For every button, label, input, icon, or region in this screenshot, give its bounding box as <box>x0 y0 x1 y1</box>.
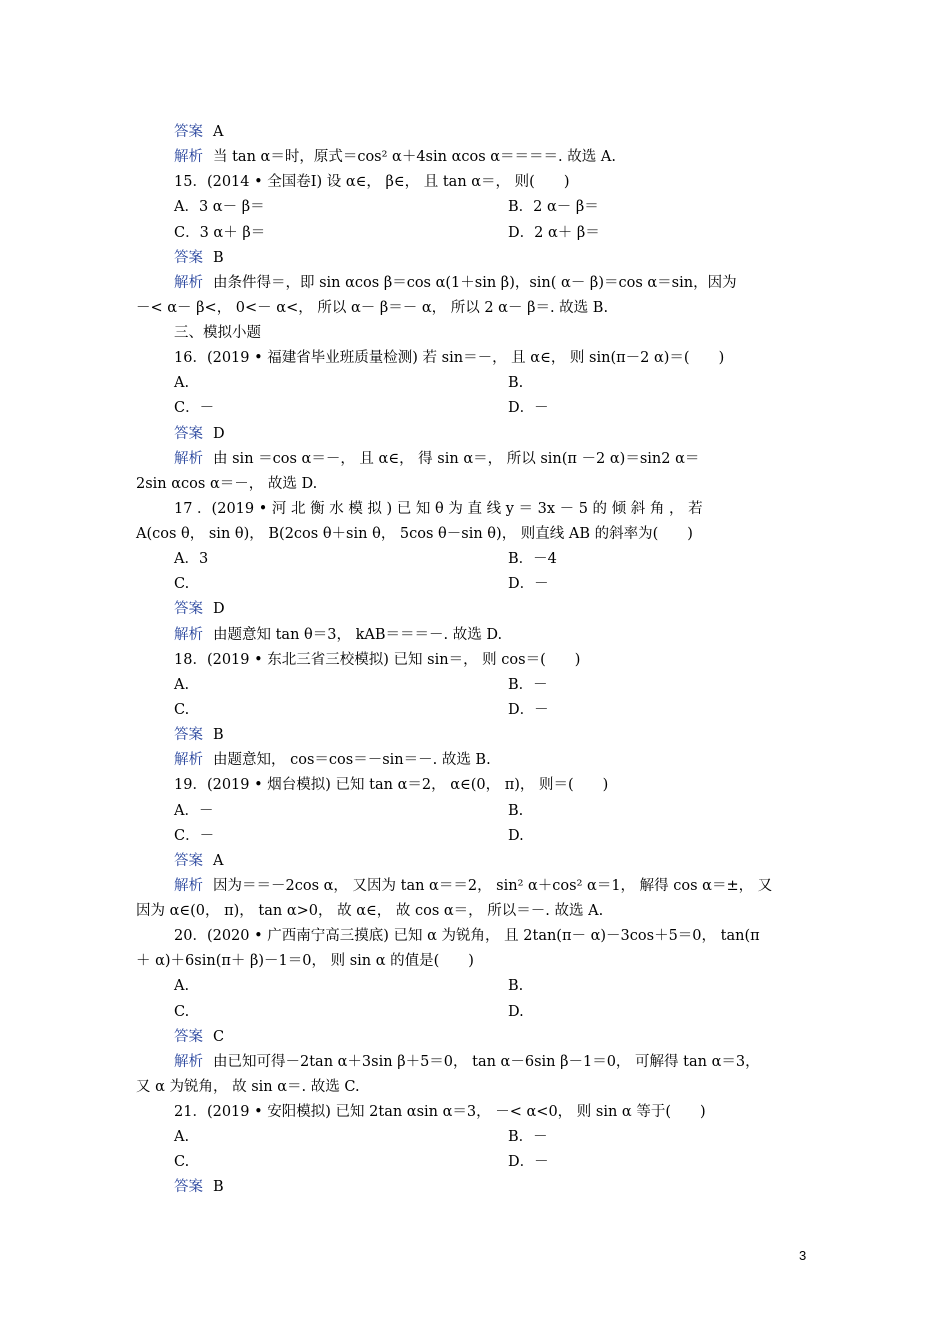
option-right: D. <box>508 1003 524 1020</box>
question-line: 15．(2014 • 全国卷Ⅰ) 设 α∈， β∈， 且 tan α＝， 则( ) <box>174 174 570 191</box>
analysis-label: 解析 <box>174 626 203 643</box>
option-right: B. <box>508 375 524 392</box>
question-line: 21．(2019 • 安阳模拟) 已知 2tan αsin α＝3， －< α<0， 则 sin α 等于( ) <box>174 1104 706 1121</box>
analysis-label: 解析 <box>174 752 203 769</box>
option-right: D．－ <box>508 701 549 718</box>
option-left: A. <box>174 375 190 392</box>
option-right: D．－ <box>508 400 549 417</box>
analysis-label: 解析 <box>174 450 203 467</box>
line-text: D <box>213 425 225 442</box>
option-right: B．－ <box>508 676 548 693</box>
answer-label: 答案 <box>174 1179 203 1196</box>
option-row <box>174 700 814 720</box>
answer-label: 答案 <box>174 727 203 744</box>
option-right: B．2 α－ β＝ <box>508 199 599 216</box>
answer-label: 答案 <box>174 124 203 140</box>
option-left: C. <box>174 1003 190 1020</box>
question-line: 20．(2020 • 广西南宁高三摸底) 已知 α 为锐角， 且 2tan(π－ α)－3cos＋5＝0， tan(π <box>174 928 760 945</box>
option-left: A．－ <box>174 802 214 819</box>
option-row <box>174 826 814 846</box>
analysis-label: 解析 <box>174 877 203 894</box>
line-text: 由题意知 tan θ＝3， kAB＝＝＝－. 故选 D. <box>213 626 503 643</box>
answer-label: 答案 <box>174 601 203 618</box>
continuation-line: 因为 α∈(0， π)， tan α>0， 故 α∈， 故 cos α＝， 所以＝－. 故选 A. <box>136 903 604 920</box>
line-text: 由题意知， cos＝cos＝－sin＝－. 故选 B. <box>213 752 491 769</box>
option-left: C. <box>174 701 190 718</box>
line-text: B <box>213 727 224 744</box>
analysis-label: 解析 <box>174 149 203 166</box>
question-line: 18．(2019 • 东北三省三校模拟) 已知 sin＝， 则 cos＝( ) <box>174 651 581 668</box>
analysis-line <box>174 449 699 469</box>
option-right: B. <box>508 978 524 995</box>
continuation-line: A(cos θ， sin θ)， B(2cos θ＋sin θ， 5cos θ－sin θ)， 则直线 AB 的斜率为( ) <box>136 526 693 543</box>
line-text: D <box>213 601 225 618</box>
answer-line <box>174 1027 224 1047</box>
line-text: 由已知可得－2tan α＋3sin β＋5＝0， tan α－6sin β－1＝0， 可解得 tan α＝3， <box>213 1053 760 1070</box>
option-row <box>174 223 814 243</box>
analysis-line <box>174 273 737 293</box>
option-right: D. <box>508 827 524 844</box>
line-text: B <box>213 1179 224 1196</box>
option-right: D．－ <box>508 576 549 593</box>
question-line: 19．(2019 • 烟台模拟) 已知 tan α＝2， α∈(0， π)， 则＝( ) <box>174 777 609 794</box>
option-right: D．－ <box>508 1154 549 1171</box>
option-left: C. <box>174 1154 190 1171</box>
answer-label: 答案 <box>174 852 203 869</box>
continuation-line: ＋ α)＋6sin(π＋ β)－1＝0， 则 sin α 的值是( ) <box>136 953 474 970</box>
continuation-line: 又 α 为锐角， 故 sin α＝. 故选 C. <box>136 1078 360 1095</box>
analysis-line <box>174 625 502 645</box>
line-text: 因为＝＝－2cos α， 又因为 tan α＝＝2， sin² α＋cos² α＝1， 解得 cos α＝±， 又 <box>213 877 773 894</box>
question-line: 17 ．(2019 • 河 北 衡 水 模 拟 ) 已 知 θ 为 直 线 y ＝ 3x － 5 的 倾 斜 角 ， 若 <box>174 500 703 517</box>
page-number: 3 <box>799 1248 807 1263</box>
option-row <box>174 373 814 393</box>
answer-label: 答案 <box>174 249 203 266</box>
continuation-line: 2sin αcos α＝－， 故选 D. <box>136 475 318 492</box>
option-left: C．3 α＋ β＝ <box>174 224 266 241</box>
question-line: 16．(2019 • 福建省毕业班质量检测) 若 sin＝－， 且 α∈， 则 sin(π－2 α)＝( ) <box>174 350 725 367</box>
analysis-label: 解析 <box>174 1053 203 1070</box>
option-left: C．－ <box>174 827 215 844</box>
answer-line <box>174 1177 224 1197</box>
option-left: A. <box>174 978 190 995</box>
answer-line <box>174 851 223 871</box>
analysis-line <box>174 876 772 896</box>
line-text: 当 tan α＝时，原式＝cos² α＋4sin αcos α＝＝＝＝. 故选 A. <box>213 149 616 166</box>
option-row <box>174 1002 814 1022</box>
line-text: 由条件得＝，即 sin αcos β＝cos α(1＋sin β)，sin( α－ β)＝cos α＝sin，因为 <box>213 274 737 291</box>
analysis-label: 解析 <box>174 274 203 291</box>
analysis-line <box>174 147 616 167</box>
option-row <box>174 976 814 996</box>
line-text: C <box>213 1028 225 1045</box>
answer-line <box>174 725 224 745</box>
line-text: A <box>213 124 224 140</box>
option-row <box>174 197 814 217</box>
option-right: B. <box>508 802 524 819</box>
answer-line <box>174 424 225 444</box>
option-left: A．3 α－ β＝ <box>174 199 265 216</box>
line-text: B <box>213 249 224 266</box>
analysis-line <box>174 1052 760 1072</box>
option-row <box>174 398 814 418</box>
option-row <box>174 574 814 594</box>
option-right: B．－4 <box>508 551 557 568</box>
option-row <box>174 801 814 821</box>
option-row <box>174 675 814 695</box>
option-row <box>174 549 814 569</box>
option-left: A. <box>174 1129 190 1146</box>
answer-label: 答案 <box>174 425 203 442</box>
option-row <box>174 1127 814 1147</box>
option-left: A．3 <box>174 551 209 568</box>
option-row <box>174 1152 814 1172</box>
analysis-line <box>174 750 491 770</box>
answer-line <box>174 122 223 142</box>
continuation-line: －< α－ β<， 0<－ α<， 所以 α－ β＝－ α， 所以 2 α－ β＝. 故选 B. <box>136 299 609 316</box>
option-left: A. <box>174 676 190 693</box>
answer-line <box>174 248 224 268</box>
answer-line <box>174 599 225 619</box>
answer-label: 答案 <box>174 1028 203 1045</box>
option-right: B．－ <box>508 1129 548 1146</box>
option-left: C. <box>174 576 190 593</box>
option-right: D．2 α＋ β＝ <box>508 224 600 241</box>
line-text: A <box>213 852 224 869</box>
line-text: 由 sin ＝cos α＝－， 且 α∈， 得 sin α＝， 所以 sin(π －2 α)＝sin2 α＝ <box>213 450 700 467</box>
question-line: 三、模拟小题 <box>174 325 261 342</box>
option-left: C．－ <box>174 400 215 417</box>
